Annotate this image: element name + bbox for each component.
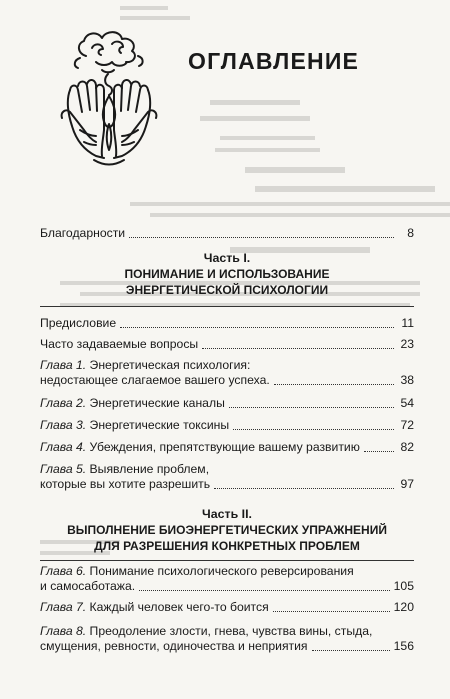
toc-entry-title: Энергетические каналы bbox=[86, 396, 225, 410]
toc-entry-title-cont: смущения, ревности, одиночества и неприятия bbox=[40, 639, 308, 653]
toc-entry-title: Благодарности bbox=[40, 226, 126, 240]
toc-entry-chapter-6[interactable] bbox=[40, 564, 414, 594]
part-heading-2 bbox=[40, 506, 414, 554]
toc-entry-chapter-1[interactable] bbox=[40, 358, 414, 388]
chapter-number: Глава 3. bbox=[40, 418, 87, 432]
toc-entry-chapter-2[interactable] bbox=[40, 396, 414, 411]
toc-entry-title: Убеждения, препятствующие вашему развитию bbox=[86, 440, 360, 454]
dot-leader bbox=[233, 429, 394, 430]
dot-leader bbox=[364, 451, 394, 452]
dot-leader bbox=[129, 237, 394, 238]
toc-entry-chapter-3[interactable] bbox=[40, 418, 414, 433]
part-label: Часть II. bbox=[202, 507, 252, 521]
toc-entry-page: 23 bbox=[400, 337, 414, 351]
toc-entry-page: 156 bbox=[393, 639, 414, 653]
part-title-line: ДЛЯ РАЗРЕШЕНИЯ КОНКРЕТНЫХ ПРОБЛЕМ bbox=[94, 539, 360, 553]
toc-entry-title: Часто задаваемые вопросы bbox=[40, 337, 199, 351]
toc-entry-title: Энергетические токсины bbox=[86, 418, 230, 432]
part-title-line: ПОНИМАНИЕ И ИСПОЛЬЗОВАНИЕ bbox=[124, 267, 330, 281]
toc-entry-title: Преодоление злости, гнева, чувства вины, стыда, bbox=[86, 624, 373, 638]
toc-entry-chapter-7[interactable] bbox=[40, 600, 414, 615]
toc-entry-faq[interactable] bbox=[40, 337, 414, 352]
dot-leader bbox=[202, 348, 394, 349]
chapter-number: Глава 6. bbox=[40, 564, 87, 578]
dot-leader bbox=[312, 650, 390, 651]
page-title: ОГЛАВЛЕНИЕ bbox=[188, 48, 360, 74]
dot-leader bbox=[214, 488, 394, 489]
divider-rule bbox=[40, 560, 414, 561]
part-title-line: ВЫПОЛНЕНИЕ БИОЭНЕРГЕТИЧЕСКИХ УПРАЖНЕНИЙ bbox=[67, 523, 387, 537]
part-label: Часть I. bbox=[203, 251, 251, 265]
toc-entry-title: Выявление проблем, bbox=[86, 462, 210, 476]
part-heading-1 bbox=[40, 250, 414, 298]
dot-leader bbox=[120, 327, 394, 328]
toc-entry-page: 105 bbox=[393, 579, 414, 593]
toc-entry-title: Понимание психологического реверсирования bbox=[86, 564, 354, 578]
chapter-number: Глава 7. bbox=[40, 600, 87, 614]
toc-entry-thanks[interactable] bbox=[40, 226, 414, 241]
divider-rule bbox=[40, 306, 414, 307]
toc-entry-title: Каждый человек чего-то боится bbox=[86, 600, 269, 614]
chapter-number: Глава 1. bbox=[40, 358, 87, 372]
toc-entry-title-cont: и самосаботажа. bbox=[40, 579, 136, 593]
toc-entry-chapter-8[interactable] bbox=[40, 624, 414, 654]
toc-entry-title-cont: которые вы хотите разрешить bbox=[40, 477, 211, 491]
toc-entry-page: 54 bbox=[400, 396, 414, 410]
toc-entry-page: 11 bbox=[401, 316, 414, 330]
chapter-number: Глава 5. bbox=[40, 462, 87, 476]
toc-entry-page: 120 bbox=[393, 600, 414, 614]
toc-entry-preface[interactable] bbox=[40, 316, 414, 331]
toc-entry-chapter-4[interactable] bbox=[40, 440, 414, 455]
chapter-number: Глава 4. bbox=[40, 440, 87, 454]
dot-leader bbox=[274, 384, 394, 385]
toc-entry-page: 38 bbox=[400, 373, 414, 387]
chapter-number: Глава 8. bbox=[40, 624, 87, 638]
part-title-line: ЭНЕРГЕТИЧЕСКОЙ ПСИХОЛОГИИ bbox=[125, 283, 329, 297]
toc-entry-page: 97 bbox=[400, 477, 414, 491]
toc-entry-page: 8 bbox=[407, 226, 414, 240]
toc-entry-page: 82 bbox=[400, 440, 414, 454]
toc-entry-page: 72 bbox=[400, 418, 414, 432]
toc-entry-title: Энергетическая психология: bbox=[86, 358, 251, 372]
dot-leader bbox=[139, 590, 390, 591]
toc-entry-chapter-5[interactable] bbox=[40, 462, 414, 492]
toc-entry-title: Предисловие bbox=[40, 316, 117, 330]
dot-leader bbox=[229, 407, 394, 408]
open-palms-with-cloud-icon bbox=[56, 22, 162, 182]
dot-leader bbox=[273, 611, 390, 612]
toc-entry-title-cont: недостающее слагаемое вашего успеха. bbox=[40, 373, 270, 387]
chapter-number: Глава 2. bbox=[40, 396, 87, 410]
